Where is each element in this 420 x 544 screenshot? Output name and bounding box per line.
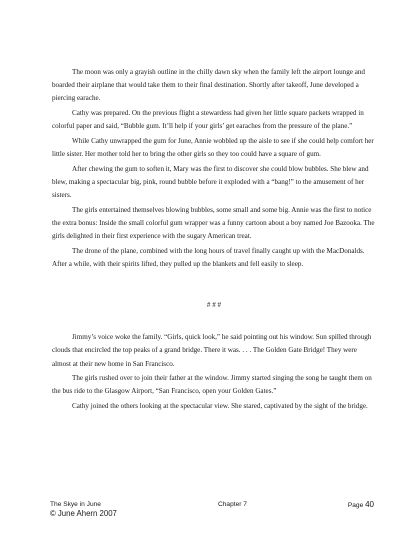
body-paragraph: Cathy was prepared. On the previous flight a stewardess had given her little square packets wrapped in colorful paper and said, “Bubble gum. It’ll help if your girls’ get earaches from the pressure of the plane.” bbox=[52, 109, 364, 131]
body-paragraph: While Cathy unwrapped the gum for June, Annie wobbled up the aisle to see if she could help comfort her little sister. Her mother told her to bring the other girls so they too could have a square of gum. bbox=[52, 136, 374, 158]
scene-break: # # # bbox=[206, 301, 222, 309]
body-paragraph: The girls rushed over to join their father at the window. Jimmy started singing the song he taught them on the bus ride to the Glasgow Airport, “San Francisco, open your Golden Gates.” bbox=[52, 374, 372, 396]
footer-chapter: Chapter 7 bbox=[218, 501, 247, 508]
body-paragraph: After chewing the gum to soften it, Mary was the first to discover she could blow bubbles. She blew and blew, making a spectacular big, pink, round bubble before it exploded with a “bang!” to the amusement of her sisters. bbox=[52, 164, 369, 199]
footer-book-title: The Skye in June bbox=[50, 501, 101, 508]
footer-page-label: Page bbox=[347, 502, 364, 509]
footer-copyright: © June Ahern 2007 bbox=[50, 509, 117, 518]
body-paragraph: Cathy joined the others looking at the spectacular view. She stared, captivated by the sight of the bridge. bbox=[72, 402, 368, 410]
page-footer bbox=[50, 500, 380, 518]
body-paragraph: The girls entertained themselves blowing bubbles, some small and some big. Annie was the first to notice the extra bonus: Inside the small colorful gum wrapper was a funny cartoon about a boy named Joe Bazooka. The girls delighted in their first experience with the sugary American treat. bbox=[52, 205, 375, 240]
footer-page-value: 40 bbox=[365, 500, 374, 509]
page-body bbox=[52, 66, 376, 415]
body-paragraph: The moon was only a grayish outline in the chilly dawn sky when the family left the airport lounge and boarded their airplane that would take them to their final destination. Shortly after takeoff, June developed a piercing earache. bbox=[52, 68, 365, 103]
footer-page-number bbox=[348, 500, 374, 511]
body-paragraph: Jimmy’s voice woke the family. “Girls, quick look,” he said pointing out his window. Sun spilled through clouds that encircled the top peaks of a grand bridge. There it was. . . . The Golden Gate Bridge! They were almost at their new home in San Francisco. bbox=[52, 333, 372, 368]
body-paragraph: The drone of the plane, combined with the long hours of travel finally caught up with the MacDonalds. After a while, with their spirits lifted, they pulled up the blankets and fell easily to sleep. bbox=[52, 246, 365, 268]
